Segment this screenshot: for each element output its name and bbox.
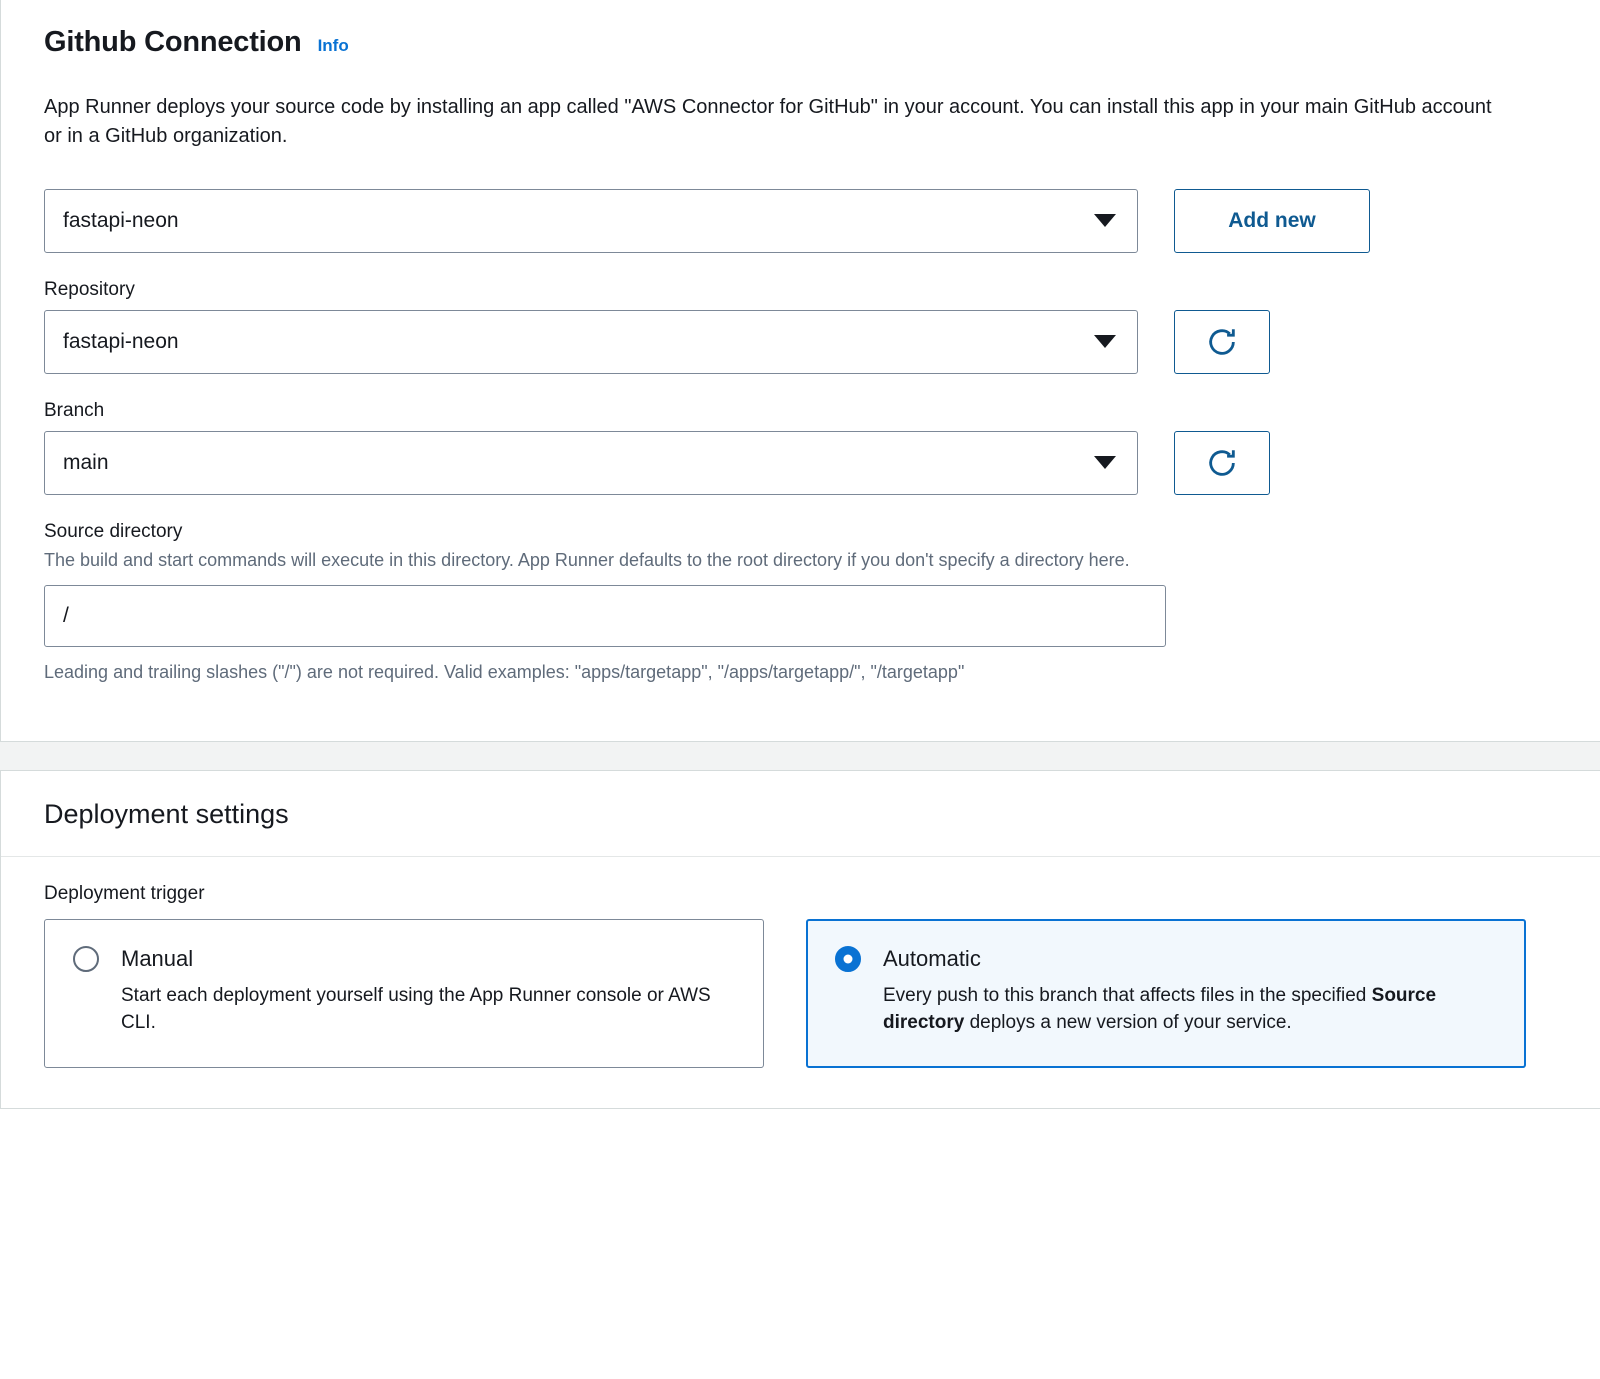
page-title: Github Connection bbox=[44, 26, 302, 58]
deployment-trigger-option-manual[interactable] bbox=[44, 919, 764, 1068]
repository-select-value: fastapi-neon bbox=[63, 330, 179, 353]
connection-row bbox=[44, 189, 1556, 253]
automatic-desc-after: deploys a new version of your service. bbox=[964, 1012, 1292, 1034]
branch-select[interactable] bbox=[44, 431, 1138, 495]
add-new-connection-button[interactable]: Add new bbox=[1174, 189, 1370, 253]
refresh-icon bbox=[1205, 325, 1239, 359]
connection-select-value: fastapi-neon bbox=[63, 209, 179, 232]
deployment-settings-title: Deployment settings bbox=[44, 799, 289, 830]
repository-label: Repository bbox=[44, 279, 135, 300]
source-directory-description: The build and start commands will execute in this directory. App Runner defaults to the root directory if you don't specify a directory here. bbox=[44, 550, 1130, 570]
deployment-trigger-radio-group bbox=[44, 919, 1556, 1068]
automatic-desc-before: Every push to this branch that affects files in the specified bbox=[883, 985, 1372, 1007]
panel-separator bbox=[0, 742, 1600, 770]
automatic-desc-bold: Source directory bbox=[883, 985, 1437, 1034]
repository-select[interactable] bbox=[44, 310, 1138, 374]
deployment-trigger-label: Deployment trigger bbox=[44, 883, 205, 905]
branch-row bbox=[44, 431, 1556, 495]
deployment-settings-header bbox=[0, 771, 1600, 857]
github-connection-description: App Runner deploys your source code by installing an app called "AWS Connector for GitHub" in your account. You can install this app in your main GitHub account or in a GitHub organization. bbox=[44, 96, 1492, 147]
branch-select-value: main bbox=[63, 451, 109, 474]
source-directory-input[interactable] bbox=[44, 585, 1166, 647]
manual-option-description: Start each deployment yourself using the App Runner console or AWS CLI. bbox=[121, 985, 711, 1034]
source-directory-field bbox=[44, 521, 1556, 685]
connection-select[interactable] bbox=[44, 189, 1138, 253]
automatic-option-title: Automatic bbox=[883, 946, 981, 972]
chevron-down-icon bbox=[1091, 189, 1119, 253]
panel-left-border bbox=[0, 0, 1, 741]
deployment-settings-body bbox=[0, 857, 1600, 1108]
branch-refresh-button[interactable] bbox=[1174, 431, 1270, 495]
repository-field bbox=[44, 279, 1556, 374]
deployment-settings-panel bbox=[0, 770, 1600, 1109]
radio-manual-icon[interactable] bbox=[73, 946, 99, 972]
info-link[interactable]: Info bbox=[317, 36, 349, 55]
radio-automatic-icon[interactable] bbox=[835, 946, 861, 972]
chevron-down-icon bbox=[1091, 431, 1119, 495]
automatic-option-description bbox=[883, 983, 1497, 1037]
source-directory-hint: Leading and trailing slashes ("/") are not required. Valid examples: "apps/targetapp", "/apps/targetapp/", "/targetapp" bbox=[44, 662, 965, 683]
automatic-option-head bbox=[835, 946, 1497, 972]
repository-refresh-button[interactable] bbox=[1174, 310, 1270, 374]
chevron-down-icon bbox=[1091, 310, 1119, 374]
panel-left-border bbox=[0, 771, 1, 1108]
github-connection-header bbox=[44, 0, 1556, 59]
manual-option-head bbox=[73, 946, 735, 972]
branch-label: Branch bbox=[44, 400, 105, 421]
branch-field bbox=[44, 400, 1556, 495]
source-directory-label: Source directory bbox=[44, 521, 183, 542]
deployment-trigger-option-automatic[interactable] bbox=[806, 919, 1526, 1068]
repository-row bbox=[44, 310, 1556, 374]
refresh-icon bbox=[1205, 446, 1239, 480]
manual-option-title: Manual bbox=[121, 946, 194, 972]
